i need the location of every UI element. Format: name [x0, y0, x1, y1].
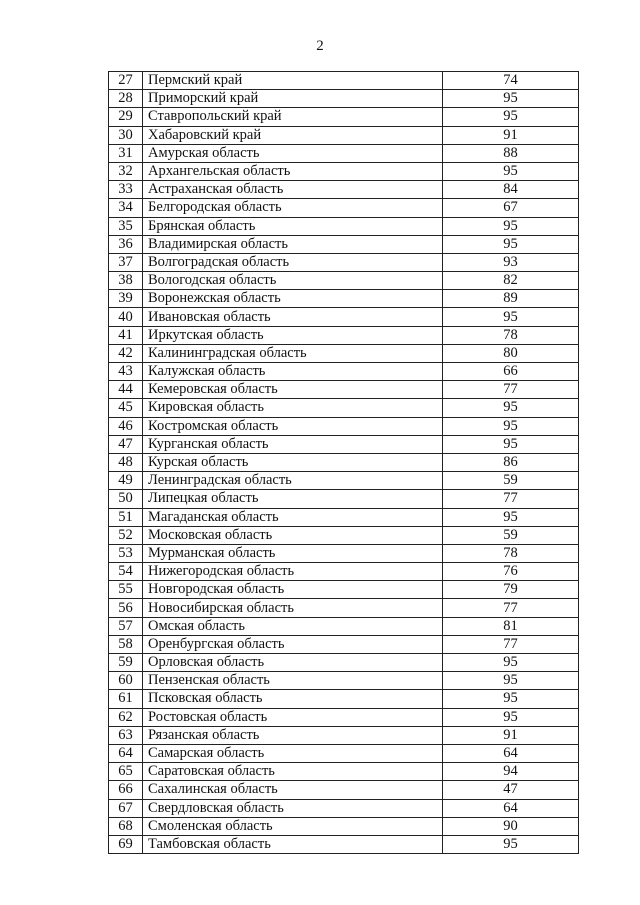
table-row [109, 399, 579, 417]
table-row [109, 799, 579, 817]
table-row [109, 199, 579, 217]
row-number: 53 [109, 544, 143, 562]
table-row [109, 763, 579, 781]
table-row [109, 126, 579, 144]
region-value: 95 [443, 308, 579, 326]
region-name: Астраханская область [143, 181, 443, 199]
region-name: Тамбовская область [143, 835, 443, 853]
region-name: Саратовская область [143, 763, 443, 781]
region-name: Белгородская область [143, 199, 443, 217]
region-name: Калужская область [143, 363, 443, 381]
table-row [109, 453, 579, 471]
region-name: Волгоградская область [143, 253, 443, 271]
row-number: 66 [109, 781, 143, 799]
table-row [109, 726, 579, 744]
region-name: Липецкая область [143, 490, 443, 508]
region-name: Новгородская область [143, 581, 443, 599]
region-value: 91 [443, 126, 579, 144]
table-row [109, 344, 579, 362]
row-number: 44 [109, 381, 143, 399]
region-name: Сахалинская область [143, 781, 443, 799]
table-row [109, 817, 579, 835]
table-row [109, 90, 579, 108]
region-value: 93 [443, 253, 579, 271]
region-name: Курганская область [143, 435, 443, 453]
row-number: 67 [109, 799, 143, 817]
region-value: 78 [443, 544, 579, 562]
row-number: 47 [109, 435, 143, 453]
region-value: 95 [443, 235, 579, 253]
region-name: Брянская область [143, 217, 443, 235]
region-value: 95 [443, 399, 579, 417]
table-row [109, 599, 579, 617]
table-row [109, 290, 579, 308]
table-row [109, 581, 579, 599]
row-number: 29 [109, 108, 143, 126]
region-name: Оренбургская область [143, 635, 443, 653]
table-row [109, 235, 579, 253]
row-number: 40 [109, 308, 143, 326]
region-name: Воронежская область [143, 290, 443, 308]
region-name: Смоленская область [143, 817, 443, 835]
table-row [109, 144, 579, 162]
row-number: 65 [109, 763, 143, 781]
row-number: 38 [109, 272, 143, 290]
region-name: Кемеровская область [143, 381, 443, 399]
region-value: 95 [443, 708, 579, 726]
region-value: 95 [443, 162, 579, 180]
region-name: Курская область [143, 453, 443, 471]
table-row [109, 308, 579, 326]
row-number: 64 [109, 744, 143, 762]
region-name: Ленинградская область [143, 472, 443, 490]
region-value: 64 [443, 799, 579, 817]
row-number: 59 [109, 654, 143, 672]
table-row [109, 690, 579, 708]
region-value: 77 [443, 635, 579, 653]
row-number: 49 [109, 472, 143, 490]
region-name: Владимирская область [143, 235, 443, 253]
region-value: 95 [443, 435, 579, 453]
table-row [109, 417, 579, 435]
region-name: Нижегородская область [143, 563, 443, 581]
row-number: 43 [109, 363, 143, 381]
region-value: 95 [443, 108, 579, 126]
row-number: 30 [109, 126, 143, 144]
region-value: 94 [443, 763, 579, 781]
region-name: Калининградская область [143, 344, 443, 362]
table-row [109, 654, 579, 672]
table-row [109, 253, 579, 271]
row-number: 39 [109, 290, 143, 308]
region-value: 77 [443, 490, 579, 508]
row-number: 35 [109, 217, 143, 235]
region-value: 95 [443, 217, 579, 235]
region-value: 67 [443, 199, 579, 217]
row-number: 58 [109, 635, 143, 653]
region-name: Омская область [143, 617, 443, 635]
region-value: 74 [443, 72, 579, 90]
table-row [109, 326, 579, 344]
region-value: 90 [443, 817, 579, 835]
table-row [109, 162, 579, 180]
table-row [109, 672, 579, 690]
row-number: 61 [109, 690, 143, 708]
row-number: 62 [109, 708, 143, 726]
region-value: 95 [443, 654, 579, 672]
region-name: Амурская область [143, 144, 443, 162]
region-value: 86 [443, 453, 579, 471]
region-value: 95 [443, 417, 579, 435]
region-name: Архангельская область [143, 162, 443, 180]
region-value: 66 [443, 363, 579, 381]
regions-table [108, 71, 579, 854]
row-number: 54 [109, 563, 143, 581]
row-number: 34 [109, 199, 143, 217]
row-number: 33 [109, 181, 143, 199]
region-value: 95 [443, 90, 579, 108]
table-row [109, 781, 579, 799]
region-name: Мурманская область [143, 544, 443, 562]
region-name: Кировская область [143, 399, 443, 417]
table-row [109, 635, 579, 653]
table-row [109, 217, 579, 235]
row-number: 28 [109, 90, 143, 108]
row-number: 55 [109, 581, 143, 599]
row-number: 68 [109, 817, 143, 835]
region-name: Иркутская область [143, 326, 443, 344]
table-row [109, 563, 579, 581]
region-value: 89 [443, 290, 579, 308]
region-value: 95 [443, 508, 579, 526]
region-name: Свердловская область [143, 799, 443, 817]
table-row [109, 544, 579, 562]
region-value: 88 [443, 144, 579, 162]
region-value: 82 [443, 272, 579, 290]
region-value: 64 [443, 744, 579, 762]
region-value: 77 [443, 381, 579, 399]
table-row [109, 381, 579, 399]
table-row [109, 508, 579, 526]
region-value: 80 [443, 344, 579, 362]
row-number: 48 [109, 453, 143, 471]
table-row [109, 272, 579, 290]
table-row [109, 617, 579, 635]
region-value: 79 [443, 581, 579, 599]
region-value: 84 [443, 181, 579, 199]
table-row [109, 835, 579, 853]
region-name: Ростовская область [143, 708, 443, 726]
region-name: Псковская область [143, 690, 443, 708]
region-value: 77 [443, 599, 579, 617]
region-name: Приморский край [143, 90, 443, 108]
region-name: Костромская область [143, 417, 443, 435]
row-number: 60 [109, 672, 143, 690]
region-name: Пермский край [143, 72, 443, 90]
table-row [109, 490, 579, 508]
row-number: 37 [109, 253, 143, 271]
table-row [109, 363, 579, 381]
region-name: Новосибирская область [143, 599, 443, 617]
row-number: 45 [109, 399, 143, 417]
region-name: Московская область [143, 526, 443, 544]
row-number: 56 [109, 599, 143, 617]
row-number: 63 [109, 726, 143, 744]
row-number: 32 [109, 162, 143, 180]
region-name: Рязанская область [143, 726, 443, 744]
region-value: 59 [443, 526, 579, 544]
region-value: 76 [443, 563, 579, 581]
region-name: Пензенская область [143, 672, 443, 690]
region-value: 78 [443, 326, 579, 344]
region-name: Хабаровский край [143, 126, 443, 144]
region-value: 91 [443, 726, 579, 744]
row-number: 42 [109, 344, 143, 362]
row-number: 52 [109, 526, 143, 544]
table-row [109, 744, 579, 762]
row-number: 31 [109, 144, 143, 162]
region-value: 95 [443, 835, 579, 853]
region-value: 95 [443, 672, 579, 690]
table-row [109, 181, 579, 199]
region-name: Самарская область [143, 744, 443, 762]
row-number: 50 [109, 490, 143, 508]
region-value: 59 [443, 472, 579, 490]
regions-table-body [109, 72, 579, 854]
region-value: 81 [443, 617, 579, 635]
region-name: Вологодская область [143, 272, 443, 290]
table-row [109, 108, 579, 126]
region-name: Орловская область [143, 654, 443, 672]
region-value: 95 [443, 690, 579, 708]
table-row [109, 435, 579, 453]
table-row [109, 72, 579, 90]
row-number: 69 [109, 835, 143, 853]
page-number: 2 [316, 38, 324, 54]
table-row [109, 472, 579, 490]
row-number: 46 [109, 417, 143, 435]
row-number: 41 [109, 326, 143, 344]
table-row [109, 526, 579, 544]
row-number: 51 [109, 508, 143, 526]
row-number: 27 [109, 72, 143, 90]
table-row [109, 708, 579, 726]
row-number: 36 [109, 235, 143, 253]
region-name: Магаданская область [143, 508, 443, 526]
region-value: 47 [443, 781, 579, 799]
row-number: 57 [109, 617, 143, 635]
region-name: Ставропольский край [143, 108, 443, 126]
region-name: Ивановская область [143, 308, 443, 326]
